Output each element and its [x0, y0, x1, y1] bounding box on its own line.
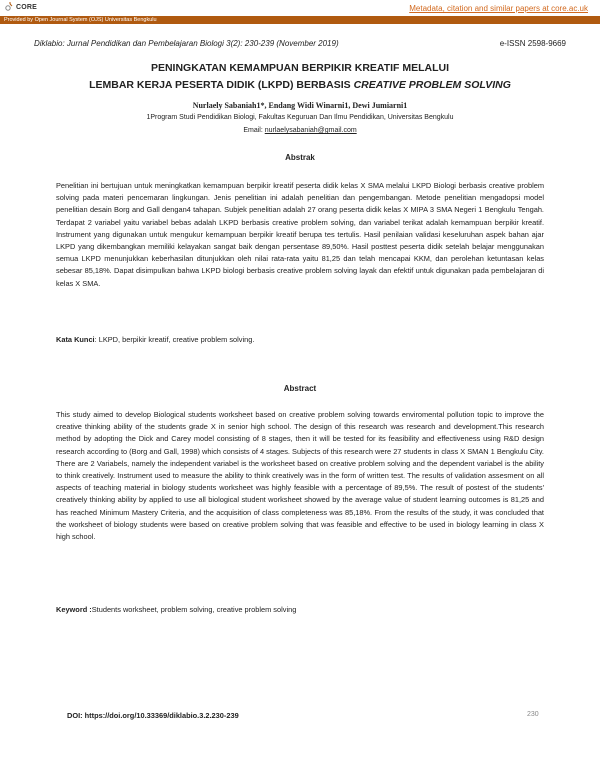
- core-logo-icon: [4, 2, 14, 12]
- provided-by-bar: [0, 16, 600, 24]
- paper-title-line-1: PENINGKATAN KEMAMPUAN BERPIKIR KREATIF MELALUI: [150, 62, 450, 74]
- contact-email: [40, 127, 560, 134]
- doi-link[interactable]: DOI: https://doi.org/10.33369/diklabio.3.2.230-239: [67, 711, 239, 720]
- kata-kunci-values: : LKPD, berpikir kreatif, creative problem solving.: [94, 335, 255, 344]
- journal-citation: Diklabio: Jurnal Pendidikan dan Pembelajaran Biologi 3(2): 230-239 (November 2019): [34, 39, 339, 48]
- kata-kunci-label: Kata Kunci: [56, 335, 95, 344]
- keywords: [56, 605, 296, 614]
- core-metadata-link[interactable]: Metadata, citation and similar papers at core.ac.uk: [409, 4, 588, 13]
- provided-by-text: Provided by Open Journal System (OJS) Universitas Bengkulu: [4, 17, 157, 23]
- kata-kunci: [56, 335, 254, 344]
- affiliation: 1Program Studi Pendidikan Biologi, Fakultas Keguruan Dan Ilmu Pendidikan, Universitas Bengkulu: [146, 114, 454, 121]
- page-number: 230: [527, 711, 539, 718]
- abstrak-paragraph: Penelitian ini bertujuan untuk meningkatkan kemampuan berpikir kreatif peserta didik kelas X SMA melalui LKPD Biologi berbasis creative problem solving pada materi pencemaran lingkungan. Jenis penelitian ini adalah penelitian dan pengembangan. Metode penelitian mengadopsi model penelitian desain Borg and Gall dengan4 tahapan. Subjek penelitian adalah 27 orang peserta didik kelas X MIPA 3 SMA Negeri 1 Bengkulu Tengah. Terdapat 2 variabel yaitu variabel bebas adalah LKPD berbasis creative problem solving, dan variabel terikat adalah kemampuan berpikir kreatif. Instrument yang digunakan untuk mengukur kemampuan berpikir kreatif berupa tes tertulis. Hasil penilaian validasi keseluruhan aspek bahan ajar LKPD yang dikembangkan memiliki kelayakan sangat baik dengan persentase 89,50%. Hasil posttest peserta didik setelah belajar menggunakan semua LKPD menunjukkan keberhasilan ditunjukkan oleh nilai rata-rata yaitu 81,25 dan telah mencapai KKM, dan perolehan ketuntasan kelas sebesar 85,18%. Dapat disimpulkan bahwa LKPD biologi berbasis creative problem solving layak dan efektif untuk digunakan pada pembelajaran di kelas X SMA.: [56, 181, 544, 288]
- journal-issn: e-ISSN 2598-9669: [499, 39, 566, 48]
- keywords-values: Students worksheet, problem solving, creative problem solving: [91, 605, 297, 614]
- title-line-2-italic: CREATIVE PROBLEM SOLVING: [353, 79, 511, 91]
- email-label: Email:: [243, 127, 265, 134]
- abstract-paragraph: This study aimed to develop Biological students worksheet based on creative problem solving towards enviromental pollution topic to improve the creative thinking ability of the students grade X in senior high school. The design of this research was research and development.This research method by adopting the Dick and Carey model consisting of 8 stages, then it will be tested for its feasibility and effectiveness using R&D design research according to (Borg and Gall, 1998) which consists of 4 stages. Subjects of this research were 27 students in class X SMAN 1 Bengkulu City. There are 2 Variabels, namely the independent variabel is the worksheet based on creative problem solving and the dependent variabel is the ability to think creatively. Instrument used to measure the ability to think creatively was in the form of written test. The results of validation assesment on all aspects of teaching material in biology students worksheet was highly feasible with a percentage of 89,5%. The result of postest of the students' creatively thinking ability by applied to use all biological student worksheet showed by the average value of student learning outcomes is 81,25 and has reached Minimum Mastery Criteria, and the acquisition of class completeness was 85,18%. From the results of the study, it was concluded that the worksheet of biology students were based on creative problem solving that was feasible and effective to be used in biology learning in class X high school.: [56, 410, 544, 542]
- core-logo[interactable]: [4, 2, 37, 12]
- core-logo-text: CORE: [16, 3, 38, 11]
- abstrak-heading: Abstrak: [285, 153, 315, 162]
- author-list: Nurlaely Sabaniah1*, Endang Widi Winarni1, Dewi Jumiarni1: [192, 101, 408, 110]
- title-line-2-text: LEMBAR KERJA PESERTA DIDIK (LKPD) BERBASIS: [89, 79, 354, 91]
- abstract-heading: Abstract: [283, 384, 317, 393]
- paper-title-line-2: [40, 79, 560, 91]
- keywords-label: Keyword :: [56, 605, 92, 614]
- journal-header: [20, 39, 580, 51]
- email-address-link[interactable]: nurlaelysabaniah@gmail.com: [264, 127, 357, 134]
